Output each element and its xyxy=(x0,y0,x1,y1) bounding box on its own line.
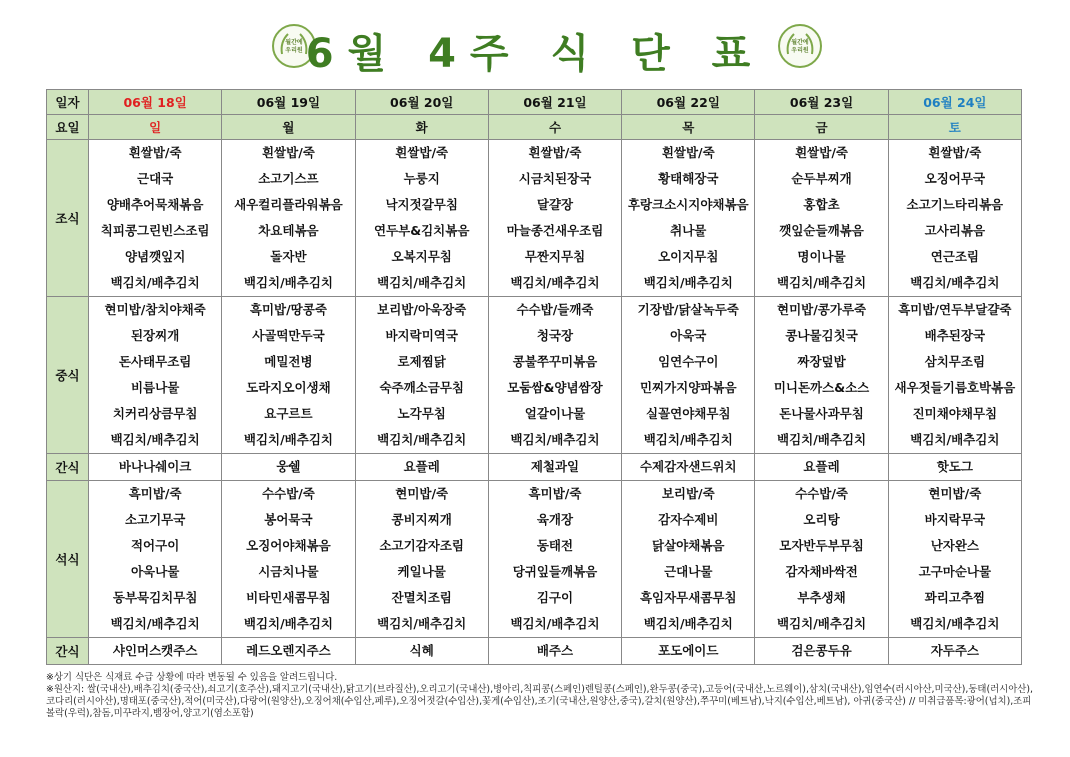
menu-item: 무짠지무침 xyxy=(524,249,586,264)
meal-row xyxy=(47,140,1022,297)
menu-cell xyxy=(89,638,222,665)
menu-item: 로제찜닭 xyxy=(397,354,446,369)
menu-item: 자두주스 xyxy=(930,643,979,658)
menu-item: 백김치/배추김치 xyxy=(643,432,733,447)
menu-item: 제철과일 xyxy=(530,459,580,474)
menu-item: 오복지무침 xyxy=(391,249,452,264)
menu-item: 짜장덮밥 xyxy=(797,354,846,369)
menu-item: 깻잎순들깨볶음 xyxy=(779,223,864,238)
menu-item: 차요테볶음 xyxy=(258,223,319,238)
menu-item: 레드오렌지주스 xyxy=(246,643,331,658)
date-row xyxy=(47,90,1022,115)
menu-item: 백김치/배추김치 xyxy=(243,275,333,290)
date-row-label: 일자 xyxy=(47,90,89,115)
weekday-cell: 금 xyxy=(755,115,888,140)
menu-item: 흑미밥/죽 xyxy=(528,486,582,501)
menu-item: 고사리볶음 xyxy=(924,223,986,238)
menu-item: 미니돈까스&소스 xyxy=(773,380,870,395)
menu-item: 비타민새콤무침 xyxy=(246,590,331,605)
menu-item: 시금치된장국 xyxy=(518,171,592,186)
note-line: ※상기 식단은 식재료 수급 상황에 따라 변동될 수 있음을 알려드립니다. xyxy=(46,672,338,683)
menu-item: 흑임자무새콤무침 xyxy=(639,590,737,605)
menu-item: 흰쌀밥/죽 xyxy=(661,145,715,160)
menu-cell xyxy=(888,454,1021,481)
menu-cell xyxy=(355,454,488,481)
menu-item: 백김치/배추김치 xyxy=(777,275,867,290)
menu-item: 마늘종건새우조림 xyxy=(506,223,604,238)
weekday-cell: 일 xyxy=(89,115,222,140)
menu-cell xyxy=(488,454,621,481)
menu-cell xyxy=(222,454,355,481)
menu-item: 식혜 xyxy=(409,643,434,658)
meal-label: 중식 xyxy=(47,297,89,454)
menu-cell xyxy=(622,481,755,638)
menu-item: 수수밥/들깨죽 xyxy=(516,302,594,317)
menu-item: 소고기감자조림 xyxy=(379,538,464,553)
menu-item: 난자완스 xyxy=(930,538,979,553)
menu-item: 칙피콩그린빈스조림 xyxy=(100,223,210,238)
weekday-cell: 월 xyxy=(222,115,355,140)
menu-cell xyxy=(488,140,621,297)
menu-item: 소고기스프 xyxy=(258,171,319,186)
menu-cell xyxy=(89,454,222,481)
menu-cell xyxy=(622,454,755,481)
menu-item: 근대나물 xyxy=(664,564,713,579)
menu-item: 새우젓들기름호박볶음 xyxy=(894,380,1016,395)
weekday-cell: 목 xyxy=(622,115,755,140)
menu-item: 백김치/배추김치 xyxy=(377,432,467,447)
menu-item: 흰쌀밥/죽 xyxy=(261,145,315,160)
menu-item: 실꼴연야채무침 xyxy=(646,406,731,421)
menu-item: 백김치/배추김치 xyxy=(110,275,200,290)
menu-item: 현미밥/죽 xyxy=(395,486,449,501)
menu-item: 얼갈이나물 xyxy=(524,406,586,421)
menu-item: 백김치/배추김치 xyxy=(910,616,1000,631)
menu-item: 모자반두부무침 xyxy=(779,538,864,553)
menu-item: 요플레 xyxy=(403,459,440,474)
menu-item: 닭살야채볶음 xyxy=(652,538,725,553)
menu-item: 청국장 xyxy=(536,328,574,343)
svg-text:월간에: 월간에 xyxy=(791,39,809,46)
menu-item: 취나물 xyxy=(670,223,707,238)
menu-cell xyxy=(888,481,1021,638)
menu-table xyxy=(46,89,1022,665)
menu-item: 백김치/배추김치 xyxy=(243,616,333,631)
meal-body xyxy=(47,140,1022,665)
menu-cell xyxy=(622,638,755,665)
menu-item: 백김치/배추김치 xyxy=(643,275,733,290)
meal-row xyxy=(47,638,1022,665)
weekday-cell: 수 xyxy=(488,115,621,140)
menu-cell xyxy=(488,297,621,454)
menu-cell xyxy=(755,454,888,481)
menu-item: 홍합초 xyxy=(803,197,840,212)
menu-item: 된장찌개 xyxy=(130,328,180,343)
weekday-row xyxy=(47,115,1022,140)
menu-item: 백김치/배추김치 xyxy=(110,616,200,631)
menu-item: 흰쌀밥/죽 xyxy=(128,145,182,160)
menu-item: 도라지오이생채 xyxy=(246,380,331,395)
menu-cell xyxy=(888,638,1021,665)
menu-item: 누룽지 xyxy=(403,171,440,186)
menu-item: 민찌가지양파볶음 xyxy=(639,380,737,395)
menu-item: 오징어무국 xyxy=(924,171,986,186)
menu-item: 샤인머스캣주스 xyxy=(112,643,198,658)
menu-item: 흰쌀밥/죽 xyxy=(395,145,449,160)
menu-item: 노각무침 xyxy=(397,406,446,421)
menu-cell xyxy=(622,140,755,297)
menu-item: 감자채바싹전 xyxy=(785,564,858,579)
weekday-cell: 토 xyxy=(888,115,1021,140)
menu-item: 낙지젓갈무침 xyxy=(385,197,458,212)
menu-item: 백김치/배추김치 xyxy=(377,275,467,290)
menu-item: 수수밥/죽 xyxy=(795,486,848,501)
menu-cell xyxy=(888,297,1021,454)
menu-item: 시금치나물 xyxy=(258,564,319,579)
date-cell: 06월 22일 xyxy=(622,90,755,115)
menu-item: 요구르트 xyxy=(264,406,313,421)
menu-item: 수제감자샌드위치 xyxy=(639,459,737,474)
menu-item: 보리밥/죽 xyxy=(661,486,715,501)
weekday-cell: 화 xyxy=(355,115,488,140)
menu-item: 웅쉘 xyxy=(276,459,301,474)
menu-item: 사골떡만두국 xyxy=(252,328,325,343)
menu-item: 백김치/배추김치 xyxy=(243,432,333,447)
page-title: 6월 4주 식 단 표 xyxy=(305,31,765,77)
date-cell: 06월 21일 xyxy=(488,90,621,115)
menu-item: 봉어묵국 xyxy=(264,512,313,527)
menu-item: 양념깻잎지 xyxy=(124,249,186,264)
menu-item: 배추된장국 xyxy=(924,328,986,343)
menu-cell xyxy=(355,297,488,454)
menu-item: 현미밥/콩가루죽 xyxy=(777,302,867,317)
weekday-row-label: 요일 xyxy=(47,115,89,140)
menu-item: 황태해장국 xyxy=(658,171,719,186)
date-cell: 06월 19일 xyxy=(222,90,355,115)
date-cell: 06월 18일 xyxy=(89,90,222,115)
menu-item: 케일나물 xyxy=(397,564,446,579)
menu-item: 검은콩두유 xyxy=(791,643,852,658)
menu-item: 수수밥/죽 xyxy=(261,486,315,501)
menu-cell xyxy=(355,638,488,665)
menu-item: 흰쌀밥/죽 xyxy=(928,145,982,160)
svg-text:월간에: 월간에 xyxy=(285,39,303,46)
menu-item: 동태전 xyxy=(536,538,574,553)
menu-item: 감자수제비 xyxy=(658,512,719,527)
svg-text:우리원: 우리원 xyxy=(791,47,809,54)
menu-item: 백김치/배추김치 xyxy=(110,432,200,447)
menu-item: 육개장 xyxy=(536,512,574,527)
menu-item: 임연수구이 xyxy=(658,354,719,369)
menu-item: 삼치무조림 xyxy=(924,354,986,369)
menu-item: 돈사태무조림 xyxy=(118,354,192,369)
menu-item: 돈나물사과무침 xyxy=(779,406,864,421)
menu-cell xyxy=(755,140,888,297)
menu-item: 연근조림 xyxy=(930,249,979,264)
menu-item: 오리탕 xyxy=(803,512,840,527)
menu-item: 동부묵김치무침 xyxy=(112,590,198,605)
menu-item: 순두부찌개 xyxy=(791,171,852,186)
menu-item: 양배추어묵채볶음 xyxy=(106,197,204,212)
menu-cell xyxy=(89,297,222,454)
meal-label: 조식 xyxy=(47,140,89,297)
meal-row xyxy=(47,481,1022,638)
date-cell: 06월 23일 xyxy=(755,90,888,115)
menu-item: 김구이 xyxy=(536,590,574,605)
menu-cell xyxy=(89,481,222,638)
menu-cell xyxy=(355,140,488,297)
menu-cell xyxy=(755,638,888,665)
menu-item: 적어구이 xyxy=(130,538,180,553)
menu-item: 비름나물 xyxy=(130,380,180,395)
menu-item: 부추생채 xyxy=(797,590,846,605)
date-cell: 06월 24일 xyxy=(888,90,1021,115)
menu-cell xyxy=(222,638,355,665)
menu-item: 백김치/배추김치 xyxy=(643,616,733,631)
menu-item: 새우컬리플라워볶음 xyxy=(234,197,343,212)
notes xyxy=(46,672,1036,720)
menu-item: 콩비지찌개 xyxy=(391,512,452,527)
menu-cell xyxy=(89,140,222,297)
menu-item: 아욱국 xyxy=(670,328,707,343)
menu-item: 백김치/배추김치 xyxy=(510,432,600,447)
menu-item: 소고기무국 xyxy=(124,512,186,527)
menu-cell xyxy=(622,297,755,454)
menu-item: 바지락무국 xyxy=(924,512,986,527)
menu-item: 백김치/배추김치 xyxy=(777,432,867,447)
menu-item: 배주스 xyxy=(536,643,574,658)
menu-cell xyxy=(222,297,355,454)
menu-item: 기장밥/닭살녹두죽 xyxy=(637,302,739,317)
meal-label: 간식 xyxy=(47,638,89,665)
menu-item: 바나나쉐이크 xyxy=(118,459,192,474)
menu-item: 후랑크소시지야채볶음 xyxy=(627,197,749,212)
menu-item: 돌자반 xyxy=(270,249,307,264)
menu-cell xyxy=(888,140,1021,297)
menu-cell xyxy=(488,638,621,665)
menu-cell xyxy=(755,481,888,638)
meal-label: 간식 xyxy=(47,454,89,481)
menu-cell xyxy=(355,481,488,638)
menu-item: 흰쌀밥/죽 xyxy=(795,145,848,160)
menu-item: 흑미밥/땅콩죽 xyxy=(249,302,327,317)
menu-item: 당귀잎들깨볶음 xyxy=(512,564,598,579)
menu-item: 아욱나물 xyxy=(130,564,180,579)
menu-item: 백김치/배추김치 xyxy=(777,616,867,631)
menu-item: 흑미밥/죽 xyxy=(128,486,182,501)
menu-item: 모둠쌈&양념쌈장 xyxy=(507,380,603,395)
menu-cell xyxy=(755,297,888,454)
menu-item: 오이지무침 xyxy=(658,249,719,264)
menu-item: 숙주깨소금무침 xyxy=(379,380,464,395)
menu-item: 달걀장 xyxy=(536,197,574,212)
menu-item: 백김치/배추김치 xyxy=(910,275,1000,290)
menu-item: 소고기느타리볶음 xyxy=(906,197,1004,212)
menu-item: 메밀전병 xyxy=(264,354,313,369)
menu-item: 콩나물김칫국 xyxy=(785,328,858,343)
menu-item: 바지락미역국 xyxy=(385,328,458,343)
menu-item: 고구마순나물 xyxy=(918,564,992,579)
menu-item: 백김치/배추김치 xyxy=(510,616,600,631)
menu-item: 보리밥/아욱장죽 xyxy=(377,302,467,317)
menu-item: 잔멸치조림 xyxy=(391,590,452,605)
menu-item: 백김치/배추김치 xyxy=(910,432,1000,447)
meal-label: 석식 xyxy=(47,481,89,638)
note-line: ※원산지: 쌀(국내산),배추김치(중국산),쇠고기(호주산),돼지고기(국내산),닭고기(브라질산),오리고기(국내산),병아리,칙피콩(스페인)렌틸콩(스페인),완두콩(중국),고등어(국내산,노르웨이),삼치(국내산),임연수(러시아산,미국산),동태(러시아산),코다리(러시아산),명태포(중국산),적어(미국산),다랑어(원양산),오징어채(수입산,페루),오징어젓갈(수입산),꽃게(수입산),조기(국내산,원양산,중국),갈치(원양산),쭈꾸미(베트남),낙지(수입산,베트남), 아귀(중국산) // 미취급품목:광어(넙치),조피볼락(우럭),참돔,미꾸라지,뱀장어,양고기(염소포함) xyxy=(46,684,1033,719)
menu-item: 연두부&김치볶음 xyxy=(373,223,470,238)
menu-item: 흰쌀밥/죽 xyxy=(528,145,582,160)
menu-item: 근대국 xyxy=(137,171,174,186)
menu-item: 현미밥/죽 xyxy=(928,486,982,501)
svg-text:우리원: 우리원 xyxy=(285,47,303,54)
menu-cell xyxy=(222,140,355,297)
menu-item: 진미채야채무침 xyxy=(912,406,998,421)
menu-item: 치커리상큼무침 xyxy=(112,406,198,421)
menu-item: 포도에이드 xyxy=(658,643,719,658)
menu-item: 명이나물 xyxy=(797,249,846,264)
menu-item: 요플레 xyxy=(803,459,840,474)
menu-item: 오징어야채볶음 xyxy=(246,538,331,553)
menu-item: 콩불쭈꾸미볶음 xyxy=(512,354,598,369)
meal-row xyxy=(47,297,1022,454)
meal-row xyxy=(47,454,1022,481)
menu-item: 백김치/배추김치 xyxy=(510,275,600,290)
menu-cell xyxy=(488,481,621,638)
menu-item: 핫도그 xyxy=(936,459,973,474)
date-cell: 06월 20일 xyxy=(355,90,488,115)
menu-item: 현미밥/참치야채죽 xyxy=(104,302,206,317)
menu-item: 꽈리고추찜 xyxy=(924,590,986,605)
menu-item: 흑미밥/연두부달걀죽 xyxy=(898,302,1012,317)
menu-cell xyxy=(222,481,355,638)
menu-item: 백김치/배추김치 xyxy=(377,616,467,631)
